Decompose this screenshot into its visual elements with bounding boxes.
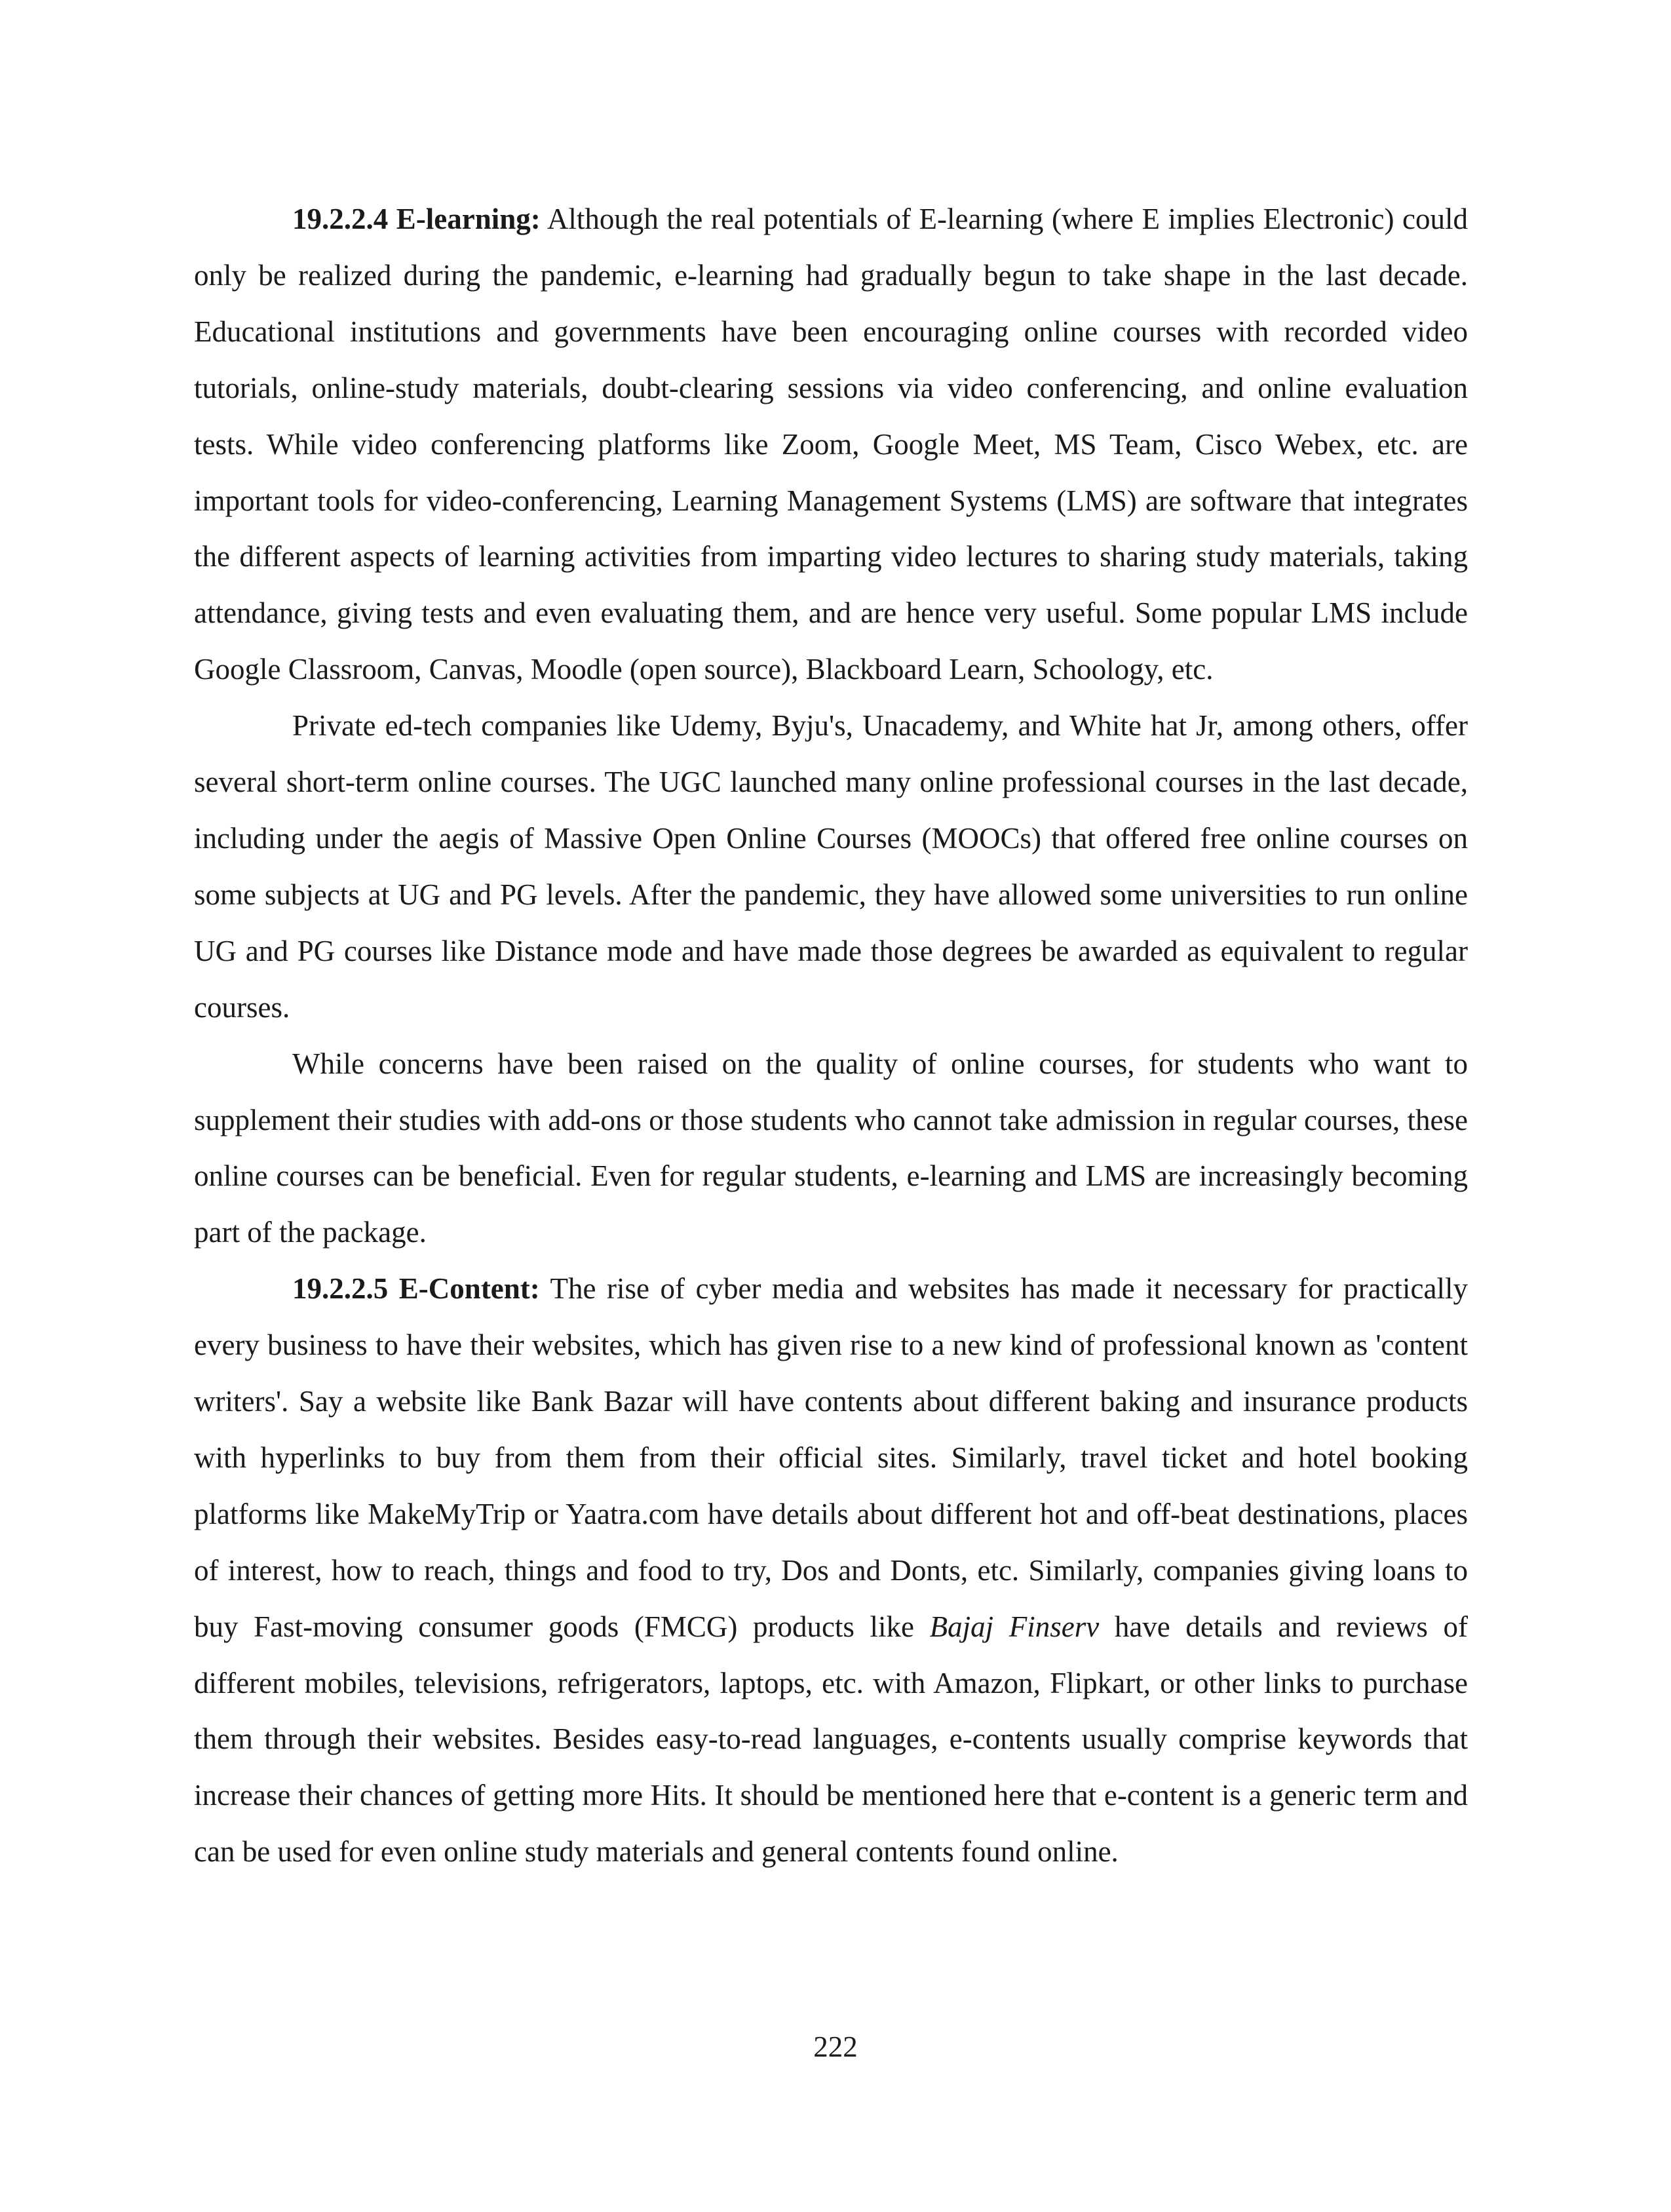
italic-company-name: Bajaj Finserv bbox=[929, 1610, 1100, 1643]
section-heading-e-content: 19.2.2.5 E-Content: bbox=[292, 1272, 540, 1306]
paragraph-online-courses-quality bbox=[194, 1036, 1468, 1262]
paragraph-text: Private ed-tech companies like Udemy, Byju's, Unacademy, and White hat Jr, among others, offer several short-term online courses. The UGC launched many online professional courses in the last decade, including under the aegis of Massive Open Online Courses (MOOCs) that offered free online courses on some subjects at UG and PG levels. After the pandemic, they have allowed some universities to run online UG and PG courses like Distance mode and have made those degrees be awarded as equivalent to regular courses. bbox=[194, 709, 1468, 1024]
paragraph-text: Although the real potentials of E-learning (where E implies Electronic) could only be realized during the pandemic, e-learning had gradually begun to take shape in the last decade. Educational institutions and governments have been encouraging online courses with recorded video tutorials, online-study materials, doubt-clearing sessions via video conferencing, and online evaluation tests. While video conferencing platforms like Zoom, Google Meet, MS Team, Cisco Webex, etc. are important tools for video-conferencing, Learning Management Systems (LMS) are software that integrates the different aspects of learning activities from imparting video lectures to sharing study materials, taking attendance, giving tests and even evaluating them, and are hence very useful. Some popular LMS include Google Classroom, Canvas, Moodle (open source), Blackboard Learn, Schoology, etc. bbox=[194, 203, 1468, 686]
paragraph-ed-tech bbox=[194, 698, 1468, 1036]
paragraph-e-learning bbox=[194, 191, 1468, 698]
paragraph-text: While concerns have been raised on the quality of online courses, for students who want to supplement their studies with add-ons or those students who cannot take admission in regular courses, these online courses can be beneficial. Even for regular students, e-learning and LMS are increasingly becoming part of the package. bbox=[194, 1047, 1468, 1249]
paragraph-e-content bbox=[194, 1261, 1468, 1880]
paragraph-text: The rise of cyber media and websites has made it necessary for practically every business to have their websites, which has given rise to a new kind of professional known as 'content writers'. Say a website like Bank Bazar will have contents about different baking and insurance products with hyperlinks to buy from them from their official sites. Similarly, travel ticket and hotel booking platforms like MakeMyTrip or Yaatra.com have details about different hot and off-beat destinations, places of interest, how to reach, things and food to try, Dos and Donts, etc. Similarly, companies giving loans to buy Fast-moving consumer goods (FMCG) products like bbox=[194, 1272, 1468, 1643]
body-text bbox=[194, 191, 1468, 1880]
section-heading-e-learning: 19.2.2.4 E-learning: bbox=[292, 203, 541, 235]
paragraph-text: have details and reviews of different mobiles, televisions, refrigerators, laptops, etc. with Amazon, Flipkart, or other links to purchase them through their websites. Besides easy-to-read languages, e-contents usually comprise keywords that increase their chances of getting more Hits. It should be mentioned here that e-content is a generic term and can be used for even online study materials and general contents found online. bbox=[194, 1610, 1469, 1869]
page-number: 222 bbox=[813, 2030, 858, 2063]
